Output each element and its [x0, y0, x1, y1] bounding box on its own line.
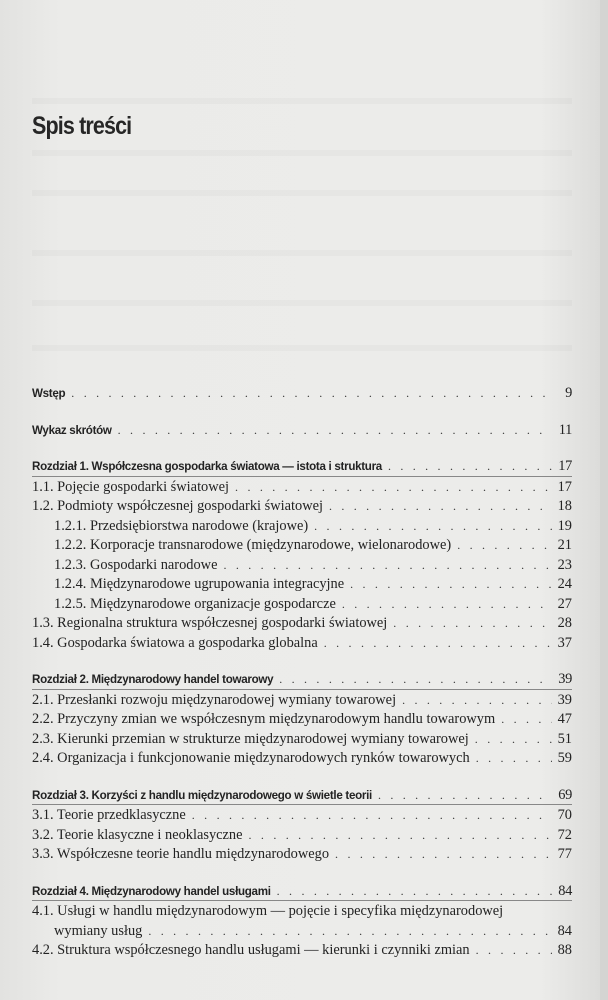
bleed-through — [32, 190, 572, 196]
toc-entry-label: 1.4. Gospodarka światowa a gospodarka globalna — [32, 634, 318, 651]
toc-page-number: 70 — [557, 807, 572, 823]
dot-leader — [388, 459, 552, 474]
toc-entry-label: Rozdział 1. Współczesna gospodarka światowa — istota i struktura — [32, 460, 382, 473]
toc-page-number: 84 — [557, 922, 572, 939]
toc-entry-label: Wykaz skrótów — [32, 423, 112, 437]
toc-page-number: 51 — [557, 730, 572, 747]
toc-section — [32, 458, 572, 654]
toc-entry-label: Rozdział 3. Korzyści z handlu międzynarodowego w świetle teorii — [32, 788, 372, 802]
toc-page-number: 84 — [558, 882, 572, 899]
toc-entry[interactable] — [32, 479, 572, 499]
toc-page-number: 39 — [557, 691, 572, 708]
dot-leader — [335, 847, 552, 862]
toc-page-number: 27 — [557, 595, 572, 612]
heading-rule — [32, 689, 572, 690]
dot-leader — [378, 788, 552, 803]
dot-leader — [118, 423, 552, 438]
dot-leader — [393, 616, 551, 631]
toc-entry-label: Rozdział 4. Międzynarodowy handel usługami — [32, 884, 271, 898]
toc-entry-label: 4.2. Struktura współczesnego handlu usługami — kierunki i czynniki zmian — [32, 942, 470, 958]
toc-entry[interactable] — [32, 750, 572, 770]
toc-entry-label: 2.4. Organizacja i funkcjonowanie międzynarodowych rynków towarowych — [32, 750, 470, 766]
toc-entry[interactable] — [32, 518, 572, 538]
dot-leader — [235, 480, 552, 495]
toc-page-number: 39 — [558, 671, 572, 687]
toc-entry-label: wymiany usług — [54, 922, 143, 939]
heading-rule — [32, 804, 572, 805]
dot-leader — [476, 943, 552, 958]
toc-entry-label: Wstęp — [32, 387, 66, 400]
toc-entry-label: 2.1. Przesłanki rozwoju międzynarodowej wymiany towarowej — [32, 691, 397, 708]
toc-entry[interactable] — [32, 923, 572, 943]
dot-leader — [457, 538, 551, 553]
page-title: Spis treści — [32, 112, 132, 140]
toc-entry[interactable] — [32, 498, 572, 518]
toc-entry[interactable] — [32, 692, 572, 712]
toc-entry[interactable] — [32, 846, 572, 866]
dot-leader — [476, 751, 552, 766]
toc-page-number: 23 — [557, 556, 572, 573]
toc-page-number: 69 — [558, 786, 572, 803]
dot-leader — [402, 693, 552, 708]
dot-leader — [475, 732, 552, 747]
toc-page-number: 19 — [557, 517, 572, 534]
toc-entry-label: 3.1. Teorie przedklasyczne — [32, 807, 186, 823]
dot-leader — [71, 386, 552, 401]
toc-entry[interactable] — [32, 711, 572, 731]
toc-entry-label: 1.2.3. Gospodarki narodowe — [54, 556, 218, 573]
toc-section — [32, 787, 572, 866]
dot-leader — [192, 808, 552, 823]
bleed-through — [32, 98, 572, 104]
toc-chapter-heading[interactable] — [32, 422, 572, 442]
toc-entry[interactable] — [32, 537, 572, 557]
toc-page-number: 59 — [557, 750, 572, 766]
dot-leader — [329, 499, 552, 514]
toc-page-number: 72 — [557, 826, 572, 843]
toc-entry-label: Rozdział 2. Międzynarodowy handel towarowy — [32, 673, 274, 686]
toc-page-number: 17 — [557, 478, 572, 495]
page-edge — [600, 0, 608, 1000]
toc-section — [32, 385, 572, 405]
toc-entry[interactable] — [32, 807, 572, 827]
toc-page-number: 9 — [565, 385, 572, 401]
toc-page-number: 11 — [558, 421, 572, 438]
toc-entry-label: 1.2.1. Przedsiębiorstwa narodowe (krajowe) — [54, 517, 309, 534]
bleed-through — [32, 300, 572, 306]
toc-entry-label: 1.3. Regionalna struktura współczesnej gospodarki światowej — [32, 615, 388, 631]
toc-entry-label: 4.1. Usługi w handlu międzynarodowym — pojęcie i specyfika międzynarodowej — [32, 903, 504, 919]
dot-leader — [314, 519, 551, 534]
toc-entry[interactable] — [32, 635, 572, 655]
toc-entry-label: 2.3. Kierunki przemian w strukturze międzynarodowej wymiany towarowej — [32, 730, 469, 747]
toc-page-number: 18 — [557, 498, 572, 514]
dot-leader — [277, 884, 552, 899]
toc-entry-label: 1.2.2. Korporacje transnarodowe (międzynarodowe, wielonarodowe) — [54, 537, 452, 553]
toc-page-number: 47 — [557, 711, 572, 727]
toc-entry[interactable] — [32, 942, 572, 962]
heading-rule — [32, 900, 572, 901]
toc-section — [32, 671, 572, 770]
toc-entry-label: 1.2. Podmioty współczesnej gospodarki światowej — [32, 498, 323, 514]
bleed-through — [32, 345, 572, 351]
toc-entry[interactable] — [32, 615, 572, 635]
toc-page-number: 37 — [557, 634, 572, 651]
dot-leader — [350, 577, 551, 592]
dot-leader — [148, 924, 551, 939]
toc-chapter-heading[interactable] — [32, 385, 572, 405]
dot-leader — [223, 558, 551, 573]
heading-rule — [32, 476, 572, 477]
toc-entry-label: 1.2.5. Międzynarodowe organizacje gospodarcze — [54, 595, 336, 612]
toc-entry-label: 2.2. Przyczyny zmian we współczesnym międzynarodowym handlu towarowym — [32, 711, 496, 727]
toc-page-number: 28 — [557, 615, 572, 631]
toc-page-number: 17 — [558, 458, 572, 474]
toc-entry[interactable] — [32, 557, 572, 577]
toc-entry[interactable] — [32, 731, 572, 751]
toc-entry-label: 3.3. Współczesne teorie handlu międzynarodowego — [32, 846, 330, 862]
toc-page-number: 21 — [557, 537, 572, 553]
dot-leader — [324, 636, 552, 651]
dot-leader — [279, 672, 552, 687]
bleed-through — [32, 250, 572, 256]
toc-page-number: 24 — [557, 576, 572, 592]
bleed-through — [32, 150, 572, 156]
toc-section — [32, 883, 572, 962]
toc-entry[interactable] — [32, 903, 572, 923]
toc-entry[interactable] — [32, 827, 572, 847]
toc-page-number: 77 — [557, 846, 572, 862]
table-of-contents — [32, 385, 572, 979]
toc-entry-label: 1.2.4. Międzynarodowe ugrupowania integracyjne — [54, 576, 345, 592]
toc-section — [32, 422, 572, 442]
toc-page-number: 88 — [557, 942, 572, 958]
toc-entry[interactable] — [32, 596, 572, 616]
toc-entry-label: 1.1. Pojęcie gospodarki światowej — [32, 478, 230, 495]
toc-entry-label: 3.2. Teorie klasyczne i neoklasyczne — [32, 826, 243, 843]
dot-leader — [501, 712, 551, 727]
dot-leader — [342, 597, 552, 612]
toc-entry[interactable] — [32, 576, 572, 596]
dot-leader — [249, 828, 552, 843]
